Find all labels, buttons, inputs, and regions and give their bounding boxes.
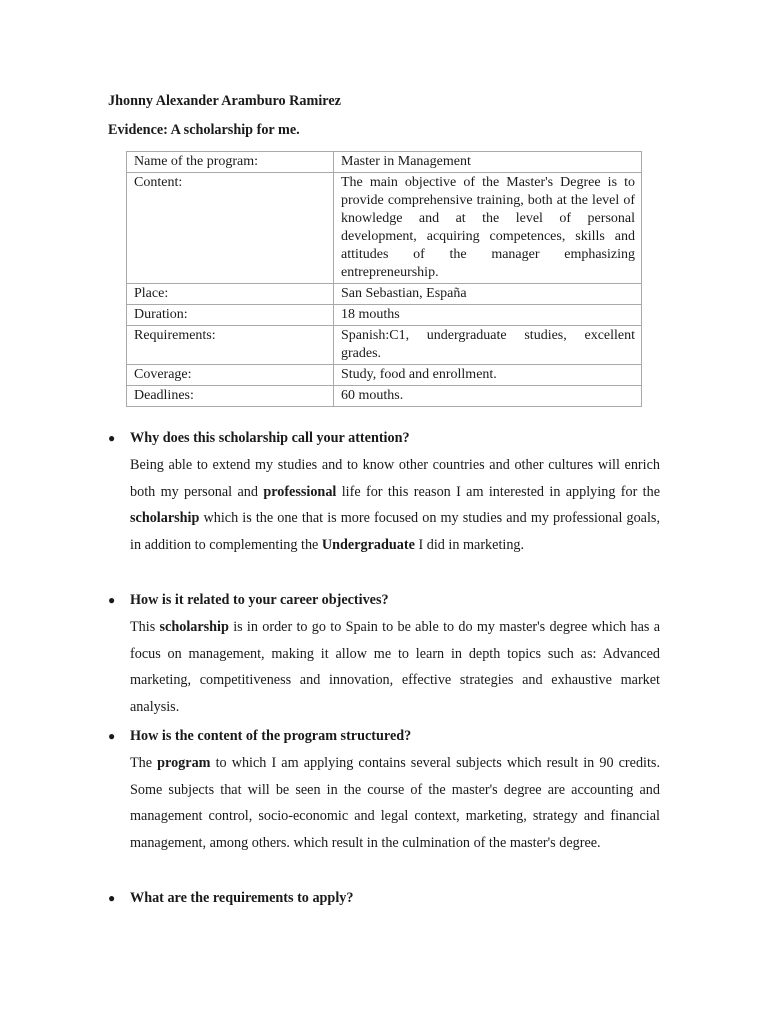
question-text: How is the content of the program structured? bbox=[130, 728, 412, 744]
table-value: Master in Management bbox=[334, 152, 642, 173]
program-info-table bbox=[126, 151, 642, 407]
table-label: Duration: bbox=[127, 305, 334, 326]
table-value: San Sebastian, España bbox=[334, 284, 642, 305]
table-row bbox=[127, 386, 642, 407]
question-text: Why does this scholarship call your attention? bbox=[130, 430, 410, 446]
table-label: Content: bbox=[127, 173, 334, 284]
table-row bbox=[127, 305, 642, 326]
table-row bbox=[127, 326, 642, 365]
table-row bbox=[127, 284, 642, 305]
answer-paragraph bbox=[130, 614, 660, 720]
question-heading bbox=[108, 429, 668, 447]
answer-text: Being able to extend my studies and to know other countries and other cultures will enrich both my personal and bbox=[130, 457, 660, 500]
table-row bbox=[127, 365, 642, 386]
table-value: 18 mouths bbox=[334, 305, 642, 326]
question-text: What are the requirements to apply? bbox=[130, 890, 354, 906]
bullet-icon: ● bbox=[108, 593, 116, 607]
answer-emphasis: program bbox=[157, 755, 211, 771]
bullet-icon: ● bbox=[108, 891, 116, 905]
table-value: Spanish:C1, undergraduate studies, excellent grades. bbox=[334, 326, 642, 365]
answer-text: I did in marketing. bbox=[414, 536, 525, 553]
answer-text: life for this reason I am interested in applying for the bbox=[336, 483, 660, 500]
answer-text: The bbox=[130, 755, 158, 771]
answer-text: which is the one that is more focused on my studies and my professional goals, in addition to complementing the bbox=[130, 510, 660, 553]
bullet-icon: ● bbox=[108, 431, 116, 445]
table-label: Deadlines: bbox=[127, 386, 334, 407]
question-heading bbox=[108, 889, 668, 907]
evidence-title: Evidence: A scholarship for me. bbox=[108, 122, 300, 138]
answer-text: is in order to go to Spain to be able to do my master's degree which has a focus on management, making it allow me to learn in depth topics such as: Advanced marketing, competitiveness and innovation, effective strategies and exhaustive market analysis. bbox=[130, 619, 660, 715]
answer-text: This bbox=[130, 619, 160, 635]
table-row bbox=[127, 173, 642, 284]
answer-emphasis: scholarship bbox=[159, 619, 229, 635]
table-value: 60 mouths. bbox=[334, 386, 642, 407]
bullet-icon: ● bbox=[108, 729, 116, 743]
answer-text: to which I am applying contains several subjects which result in 90 credits. Some subjects that will be seen in the course of the master's degree are accounting and management control, socio-economic and legal context, marketing, strategy and financial management, among others. which result in the culmination of the master's degree. bbox=[130, 755, 660, 851]
answer-emphasis: professional bbox=[263, 483, 337, 500]
answer-paragraph bbox=[130, 452, 660, 558]
table-row bbox=[127, 152, 642, 173]
answer-emphasis: Undergraduate bbox=[321, 536, 415, 553]
question-text: How is it related to your career objectives? bbox=[130, 592, 389, 608]
table-label: Place: bbox=[127, 284, 334, 305]
question-heading bbox=[108, 591, 668, 609]
table-value: The main objective of the Master's Degree is to provide comprehensive training, both at the level of knowledge and at the level of personal development, acquiring competences, skills and attitudes of the manager emphasizing entrepreneurship. bbox=[334, 173, 642, 284]
author-name: Jhonny Alexander Aramburo Ramirez bbox=[108, 93, 341, 109]
table-value: Study, food and enrollment. bbox=[334, 365, 642, 386]
answer-paragraph bbox=[130, 750, 660, 856]
table-label: Name of the program: bbox=[127, 152, 334, 173]
table-label: Requirements: bbox=[127, 326, 334, 365]
question-heading bbox=[108, 727, 668, 745]
table-label: Coverage: bbox=[127, 365, 334, 386]
answer-emphasis: scholarship bbox=[130, 510, 200, 527]
